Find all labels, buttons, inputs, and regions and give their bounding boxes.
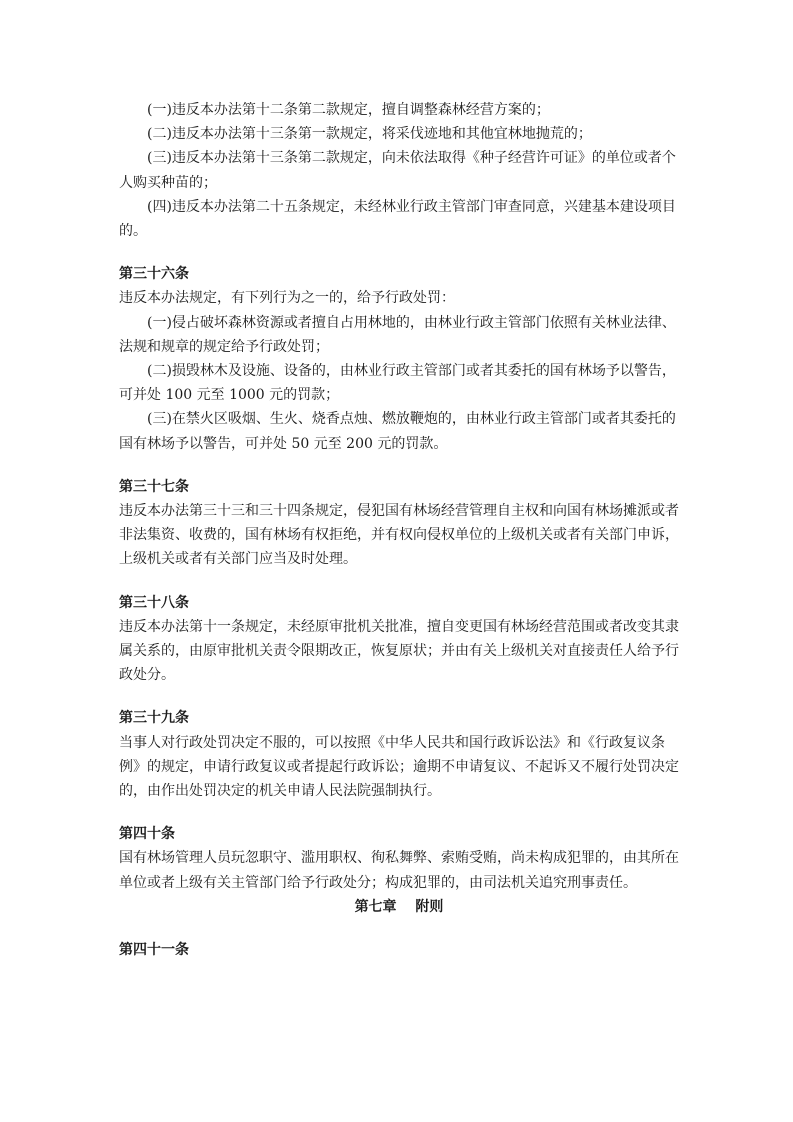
article-text: 违反本办法第三十三和三十四条规定，侵犯国有林场经营管理自主权和向国有林场摊派或者非法集资、收费的，国有林场有权拒绝，并有权向侵权单位的上级机关或者有关部门申诉，上级机关或者有关部门应当及时处理。 xyxy=(119,503,679,568)
list-item: (四)违反本办法第二十五条规定，未经林业行政主管部门审查同意，兴建基本建设项目的。 xyxy=(119,198,676,240)
list-item: (一)侵占破坏森林资源或者擅自占用林地的，由林业行政主管部门依照有关林业法律、法规和规章的规定给予行政处罚； xyxy=(119,314,676,355)
article-text: 违反本办法第十一条规定，未经原审批机关批准，擅自变更国有林场经营范围或者改变其隶属关系的，由原审批机关责令限期改正，恢复原状；并由有关上级机关对直接责任人给予行政处分。 xyxy=(119,618,679,684)
article-heading: 第三十七条 xyxy=(119,478,189,495)
article-lead: 违反本办法规定，有下列行为之一的，给予行政处罚： xyxy=(119,290,455,307)
article-heading: 第三十八条 xyxy=(119,594,189,611)
article-text: 国有林场管理人员玩忽职守、滥用职权、徇私舞弊、索贿受贿，尚未构成犯罪的，由其所在单位或者上级有关主管部门给予行政处分；构成犯罪的，由司法机关追究刑事责任。 xyxy=(119,850,679,891)
intro-item-list xyxy=(119,98,679,243)
article-37 xyxy=(119,475,679,572)
chapter-heading: 第七章 附则 xyxy=(354,898,444,915)
list-item: (二)违反本办法第十三条第一款规定，将采伐迹地和其他宜林地抛荒的； xyxy=(147,126,592,143)
article-heading: 第四十一条 xyxy=(119,942,189,959)
list-item: (一)违反本办法第十二条第二款规定，擅自调整森林经营方案的； xyxy=(147,102,550,118)
article-38 xyxy=(119,591,679,688)
article-heading: 第四十条 xyxy=(119,826,175,843)
document-body xyxy=(119,98,679,962)
list-item: (二)损毁林木及设施、设备的，由林业行政主管部门或者其委托的国有林场予以警告，可并处 100 元至 1000 元的罚款； xyxy=(119,363,676,404)
article-40 xyxy=(119,822,679,895)
article-39 xyxy=(119,706,679,803)
list-item: (三)违反本办法第十三条第二款规定，向未依法取得《种子经营许可证》的单位或者个人购买种苗的； xyxy=(119,150,676,191)
article-text: 当事人对行政处罚决定不服的，可以按照《中华人民共和国行政诉讼法》和《行政复议条例》的规定，申请行政复议或者提起行政诉讼；逾期不申请复议、不起诉又不履行处罚决定的，由作出处罚决定的机关申请人民法院强制执行。 xyxy=(119,734,679,800)
article-41 xyxy=(119,938,679,962)
list-item: (三)在禁火区吸烟、生火、烧香点烛、燃放鞭炮的，由林业行政主管部门或者其委托的国有林场予以警告，可并处 50 元至 200 元的罚款。 xyxy=(119,411,676,452)
article-36 xyxy=(119,262,679,456)
article-heading: 第三十六条 xyxy=(119,266,189,283)
article-heading: 第三十九条 xyxy=(119,710,189,727)
